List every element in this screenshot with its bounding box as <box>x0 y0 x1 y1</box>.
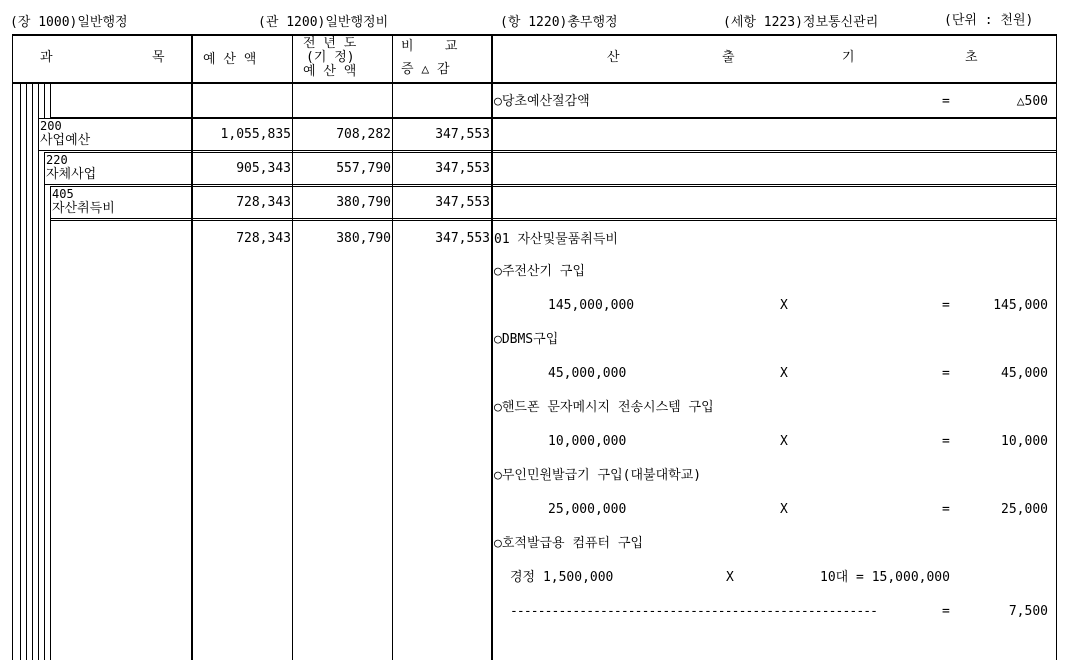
header-bottom-border <box>12 82 1057 84</box>
header-budget: 예 산 액 <box>203 52 257 67</box>
equals-sign: = <box>942 298 950 313</box>
item-label: ○주전산기 구입 <box>494 264 586 279</box>
multiply-sign: X <box>780 298 788 313</box>
diff-value: 347,553 <box>435 195 490 210</box>
table-top-border <box>12 34 1057 36</box>
item-label: ○DBMS구입 <box>494 332 559 347</box>
budget-value: 905,343 <box>236 161 291 176</box>
multiply-sign: X <box>780 366 788 381</box>
header-basis-4: 초 <box>965 50 978 65</box>
dash-line: ----------------------------------------------------- <box>510 604 878 619</box>
item-price: 10,000,000 <box>548 434 627 449</box>
item-label: ○핸드폰 문자메시지 전송시스템 구입 <box>494 400 714 415</box>
equals-sign: = <box>942 502 950 517</box>
equals-sign: = <box>942 434 950 449</box>
header-prev-3: 예 산 액 <box>303 64 357 79</box>
item-detail: 경정 1,500,000 <box>510 570 614 585</box>
row-name: 자체사업 <box>46 167 97 182</box>
header-basis-3: 기 <box>842 50 855 65</box>
row-code: 220 <box>46 153 68 167</box>
gwan-label: (관 1200)일반행정비 <box>258 15 389 30</box>
amount-value: △500 <box>1016 94 1048 109</box>
row-divider <box>50 220 1057 221</box>
equals-sign: = <box>942 366 950 381</box>
diff-value: 347,553 <box>435 161 490 176</box>
multiply-sign: X <box>726 570 734 585</box>
prev-budget-value: 380,790 <box>336 195 391 210</box>
row-name: 자산취득비 <box>52 201 115 216</box>
col-divider <box>292 34 293 660</box>
amount-value: 7,500 <box>1008 604 1048 619</box>
row-code: 405 <box>52 187 74 201</box>
budget-value: 728,343 <box>236 195 291 210</box>
col-divider <box>191 34 193 660</box>
multiply-sign: X <box>780 434 788 449</box>
unit-label: (단위 : 천원) <box>944 13 1034 28</box>
item-price: 25,000,000 <box>548 502 627 517</box>
table-right-border <box>1056 34 1057 660</box>
equals-sign: = <box>942 604 950 619</box>
budget-value: 1,055,835 <box>220 127 291 142</box>
prev-budget-value: 557,790 <box>336 161 391 176</box>
header-gwamok-1: 과 <box>40 50 53 65</box>
amount-value: 45,000 <box>1001 366 1048 381</box>
section-title: 01 자산및물품취득비 <box>494 232 618 247</box>
header-prev-1: 전 년 도 <box>303 36 357 51</box>
item-price: 45,000,000 <box>548 366 627 381</box>
level-line <box>50 82 51 118</box>
row-divider <box>44 184 1057 185</box>
diff-value: 347,553 <box>435 231 490 246</box>
prev-budget-value: 380,790 <box>336 231 391 246</box>
header-gwamok-2: 목 <box>152 50 165 65</box>
col-divider <box>392 34 393 660</box>
sehang-label: (세항 1223)정보통신관리 <box>723 15 879 30</box>
amount-value: 25,000 <box>1001 502 1048 517</box>
row-divider <box>50 218 1057 219</box>
jang-label: (장 1000)일반행정 <box>10 15 128 30</box>
row-name: 사업예산 <box>40 133 91 148</box>
hang-label: (항 1220)총무행정 <box>500 15 618 30</box>
level-line <box>20 82 21 660</box>
level-line <box>32 82 33 660</box>
col-divider <box>491 34 493 660</box>
basis-text: ○당초예산절감액 <box>494 94 590 109</box>
header-prev-2: (기 정) <box>306 50 355 65</box>
multiply-sign: X <box>780 502 788 517</box>
item-detail-total: 10대 = 15,000,000 <box>820 570 950 585</box>
level-line <box>26 82 27 660</box>
item-label: ○호적발급용 컴퓨터 구입 <box>494 536 644 551</box>
header-compare-2: 증 △ 감 <box>401 62 450 77</box>
level-line <box>44 152 45 660</box>
amount-value: 145,000 <box>993 298 1048 313</box>
row-code: 200 <box>40 119 62 133</box>
header-basis-2: 출 <box>722 50 735 65</box>
equals-sign: = <box>942 94 950 109</box>
item-label: ○무인민원발급기 구입(대불대학교) <box>494 468 702 483</box>
budget-value: 728,343 <box>236 231 291 246</box>
header-compare-1: 비 교 <box>401 39 458 54</box>
amount-value: 10,000 <box>1001 434 1048 449</box>
header-basis-1: 산 <box>607 50 620 65</box>
prev-budget-value: 708,282 <box>336 127 391 142</box>
level-line <box>50 186 51 660</box>
level-line <box>44 82 45 118</box>
level-line <box>38 82 39 660</box>
row-divider <box>44 152 1057 153</box>
table-left-border <box>12 34 13 660</box>
row-divider <box>50 186 1057 187</box>
diff-value: 347,553 <box>435 127 490 142</box>
item-price: 145,000,000 <box>548 298 635 313</box>
